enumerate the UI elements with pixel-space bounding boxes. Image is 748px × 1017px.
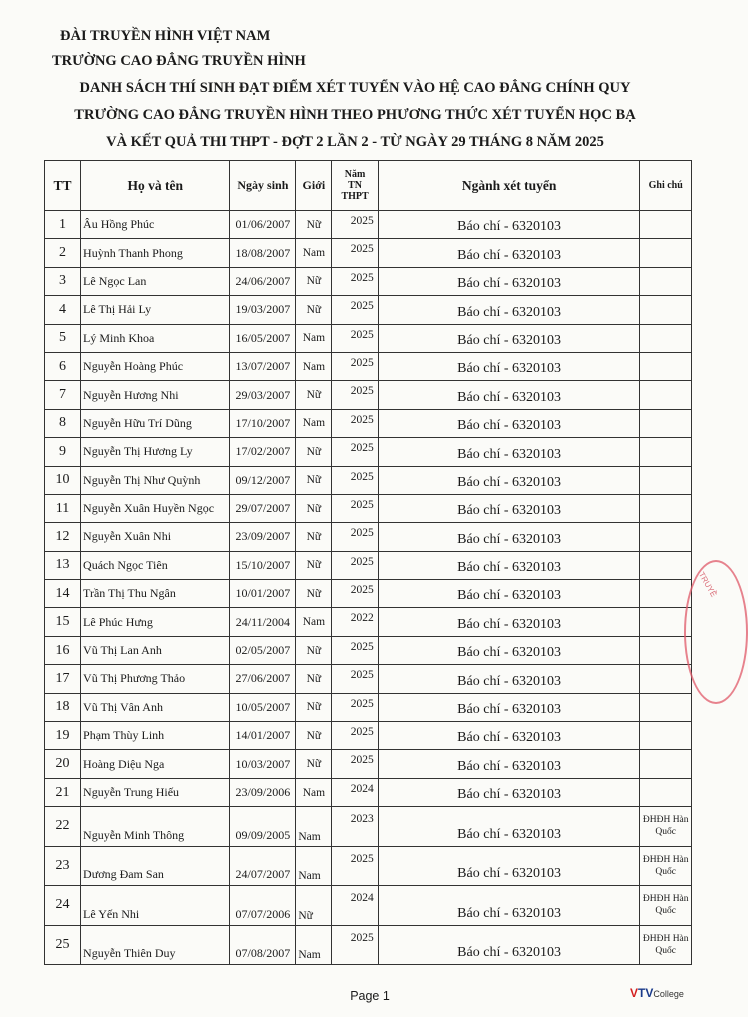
cell-major: Báo chí - 6320103	[378, 409, 640, 437]
table-row	[45, 636, 692, 664]
cell-note	[640, 352, 692, 380]
col-header-tt: TT	[45, 161, 81, 211]
cell-tt: 6	[45, 352, 81, 380]
cell-dob: 10/01/2007	[230, 580, 296, 608]
cell-note	[640, 466, 692, 494]
cell-gender: Nam	[296, 409, 332, 437]
cell-tt: 18	[45, 693, 81, 721]
cell-gender: Nữ	[296, 551, 332, 579]
cell-name: Nguyễn Minh Thông	[81, 807, 230, 847]
cell-tt: 12	[45, 523, 81, 551]
cell-tt: 22	[45, 807, 81, 847]
cell-year: 2025	[332, 693, 378, 721]
cell-dob: 29/07/2007	[230, 494, 296, 522]
cell-major: Báo chí - 6320103	[378, 886, 640, 926]
table-row	[45, 239, 692, 267]
cell-major: Báo chí - 6320103	[378, 466, 640, 494]
cell-year: 2025	[332, 211, 378, 239]
cell-gender: Nữ	[296, 494, 332, 522]
cell-major: Báo chí - 6320103	[378, 925, 640, 965]
cell-note	[640, 324, 692, 352]
table-row	[45, 608, 692, 636]
cell-dob: 10/05/2007	[230, 693, 296, 721]
cell-major: Báo chí - 6320103	[378, 846, 640, 886]
cell-note	[640, 409, 692, 437]
logo-tv: TV	[638, 986, 654, 1000]
col-header-note: Ghi chú	[640, 161, 692, 211]
cell-major: Báo chí - 6320103	[378, 551, 640, 579]
cell-dob: 24/11/2004	[230, 608, 296, 636]
cell-gender: Nam	[296, 608, 332, 636]
cell-year: 2025	[332, 846, 378, 886]
cell-tt: 7	[45, 381, 81, 409]
table-row	[45, 925, 692, 965]
cell-note	[640, 693, 692, 721]
cell-gender: Nam	[296, 778, 332, 806]
cell-note: ĐHĐH Hàn Quốc	[640, 886, 692, 926]
cell-gender: Nữ	[296, 523, 332, 551]
cell-gender: Nữ	[296, 211, 332, 239]
cell-dob: 15/10/2007	[230, 551, 296, 579]
cell-year: 2025	[332, 551, 378, 579]
cell-name: Nguyễn Hoàng Phúc	[81, 352, 230, 380]
cell-major: Báo chí - 6320103	[378, 211, 640, 239]
cell-tt: 23	[45, 846, 81, 886]
cell-dob: 07/07/2006	[230, 886, 296, 926]
cell-tt: 21	[45, 778, 81, 806]
col-header-gender: Giới	[296, 161, 332, 211]
cell-dob: 10/03/2007	[230, 750, 296, 778]
red-stamp	[684, 560, 748, 704]
cell-note	[640, 381, 692, 409]
table-row	[45, 778, 692, 806]
col-header-year-l3: THPT	[341, 191, 369, 202]
cell-name: Lý Minh Khoa	[81, 324, 230, 352]
cell-tt: 5	[45, 324, 81, 352]
cell-year: 2025	[332, 267, 378, 295]
col-header-major: Ngành xét tuyển	[378, 161, 640, 211]
cell-name: Huỳnh Thanh Phong	[81, 239, 230, 267]
cell-gender: Nam	[296, 324, 332, 352]
table-row	[45, 750, 692, 778]
table-row	[45, 807, 692, 847]
cell-major: Báo chí - 6320103	[378, 267, 640, 295]
cell-tt: 15	[45, 608, 81, 636]
table-row	[45, 438, 692, 466]
cell-gender: Nữ	[296, 580, 332, 608]
table-row	[45, 523, 692, 551]
cell-major: Báo chí - 6320103	[378, 807, 640, 847]
cell-note	[640, 750, 692, 778]
cell-year: 2023	[332, 807, 378, 847]
school-name: TRƯỜNG CAO ĐẲNG TRUYỀN HÌNH	[52, 53, 306, 69]
cell-tt: 4	[45, 296, 81, 324]
cell-dob: 14/01/2007	[230, 722, 296, 750]
table-row	[45, 693, 692, 721]
cell-name: Nguyễn Hương Nhi	[81, 381, 230, 409]
table-row	[45, 886, 692, 926]
cell-name: Nguyễn Thị Như Quỳnh	[81, 466, 230, 494]
cell-major: Báo chí - 6320103	[378, 693, 640, 721]
cell-tt: 8	[45, 409, 81, 437]
cell-major: Báo chí - 6320103	[378, 778, 640, 806]
cell-gender: Nam	[296, 239, 332, 267]
logo-college: College	[653, 989, 684, 999]
cell-gender: Nữ	[296, 693, 332, 721]
cell-major: Báo chí - 6320103	[378, 438, 640, 466]
cell-name: Lê Ngọc Lan	[81, 267, 230, 295]
cell-tt: 24	[45, 886, 81, 926]
cell-tt: 3	[45, 267, 81, 295]
cell-dob: 19/03/2007	[230, 296, 296, 324]
cell-dob: 16/05/2007	[230, 324, 296, 352]
cell-dob: 09/09/2005	[230, 807, 296, 847]
cell-note	[640, 494, 692, 522]
table-row	[45, 296, 692, 324]
cell-major: Báo chí - 6320103	[378, 296, 640, 324]
cell-name: Nguyễn Thị Hương Ly	[81, 438, 230, 466]
cell-tt: 13	[45, 551, 81, 579]
cell-dob: 29/03/2007	[230, 381, 296, 409]
cell-name: Hoàng Diệu Nga	[81, 750, 230, 778]
cell-note	[640, 551, 692, 579]
document-title-line1: DANH SÁCH THÍ SINH ĐẠT ĐIỂM XÉT TUYỂN VÀO HỆ CAO ĐẲNG CHÍNH QUY	[79, 80, 631, 96]
cell-major: Báo chí - 6320103	[378, 750, 640, 778]
col-header-year-l2: TN	[348, 180, 363, 191]
cell-major: Báo chí - 6320103	[378, 580, 640, 608]
cell-note	[640, 267, 692, 295]
cell-major: Báo chí - 6320103	[378, 665, 640, 693]
cell-year: 2025	[332, 722, 378, 750]
cell-dob: 24/07/2007	[230, 846, 296, 886]
cell-year: 2025	[332, 438, 378, 466]
cell-gender: Nữ	[296, 722, 332, 750]
table-row	[45, 494, 692, 522]
cell-gender: Nữ	[296, 636, 332, 664]
cell-note	[640, 523, 692, 551]
cell-tt: 1	[45, 211, 81, 239]
cell-note	[640, 722, 692, 750]
table-row	[45, 409, 692, 437]
cell-gender: Nữ	[296, 438, 332, 466]
logo-v: V	[630, 986, 639, 1000]
cell-dob: 24/06/2007	[230, 267, 296, 295]
cell-gender: Nữ	[296, 381, 332, 409]
cell-year: 2025	[332, 324, 378, 352]
cell-dob: 09/12/2007	[230, 466, 296, 494]
table-row	[45, 722, 692, 750]
table-row	[45, 324, 692, 352]
cell-note	[640, 239, 692, 267]
cell-note	[640, 778, 692, 806]
cell-note: ĐHĐH Hàn Quốc	[640, 925, 692, 965]
cell-name: Âu Hồng Phúc	[81, 211, 230, 239]
cell-name: Lê Thị Hải Ly	[81, 296, 230, 324]
col-header-dob: Ngày sinh	[230, 161, 296, 211]
cell-name: Vũ Thị Vân Anh	[81, 693, 230, 721]
col-header-name: Họ và tên	[81, 161, 230, 211]
cell-year: 2025	[332, 296, 378, 324]
table-row	[45, 846, 692, 886]
cell-major: Báo chí - 6320103	[378, 352, 640, 380]
table-row	[45, 466, 692, 494]
cell-year: 2025	[332, 494, 378, 522]
cell-year: 2024	[332, 778, 378, 806]
cell-note	[640, 211, 692, 239]
table-row	[45, 580, 692, 608]
vtv-college-logo	[630, 986, 684, 1000]
cell-major: Báo chí - 6320103	[378, 239, 640, 267]
col-header-year	[332, 161, 378, 211]
document-title-line3: VÀ KẾT QUẢ THI THPT - ĐỢT 2 LẦN 2 - TỪ NGÀY 29 THÁNG 8 NĂM 2025	[106, 134, 604, 150]
cell-year: 2025	[332, 523, 378, 551]
cell-tt: 11	[45, 494, 81, 522]
cell-gender: Nam	[296, 352, 332, 380]
cell-major: Báo chí - 6320103	[378, 523, 640, 551]
cell-year: 2025	[332, 580, 378, 608]
cell-tt: 9	[45, 438, 81, 466]
cell-major: Báo chí - 6320103	[378, 722, 640, 750]
cell-name: Lê Yến Nhi	[81, 886, 230, 926]
cell-dob: 01/06/2007	[230, 211, 296, 239]
cell-dob: 27/06/2007	[230, 665, 296, 693]
cell-major: Báo chí - 6320103	[378, 494, 640, 522]
cell-year: 2025	[332, 750, 378, 778]
cell-note	[640, 438, 692, 466]
cell-name: Nguyễn Trung Hiếu	[81, 778, 230, 806]
cell-year: 2025	[332, 665, 378, 693]
cell-tt: 2	[45, 239, 81, 267]
table-header-row	[45, 161, 692, 211]
cell-gender: Nữ	[296, 750, 332, 778]
cell-year: 2025	[332, 925, 378, 965]
table-row	[45, 352, 692, 380]
cell-year: 2022	[332, 608, 378, 636]
cell-dob: 17/02/2007	[230, 438, 296, 466]
cell-tt: 10	[45, 466, 81, 494]
cell-year: 2024	[332, 886, 378, 926]
cell-name: Dương Đam San	[81, 846, 230, 886]
cell-major: Báo chí - 6320103	[378, 381, 640, 409]
cell-tt: 16	[45, 636, 81, 664]
cell-name: Lê Phúc Hưng	[81, 608, 230, 636]
cell-year: 2025	[332, 466, 378, 494]
table-row	[45, 665, 692, 693]
cell-dob: 17/10/2007	[230, 409, 296, 437]
cell-name: Quách Ngọc Tiên	[81, 551, 230, 579]
cell-note: ĐHĐH Hàn Quốc	[640, 807, 692, 847]
cell-year: 2025	[332, 239, 378, 267]
org-name: ĐÀI TRUYỀN HÌNH VIỆT NAM	[60, 28, 271, 44]
cell-gender: Nữ	[296, 466, 332, 494]
cell-gender: Nữ	[296, 665, 332, 693]
cell-dob: 13/07/2007	[230, 352, 296, 380]
cell-dob: 23/09/2006	[230, 778, 296, 806]
cell-major: Báo chí - 6320103	[378, 324, 640, 352]
cell-major: Báo chí - 6320103	[378, 608, 640, 636]
cell-dob: 07/08/2007	[230, 925, 296, 965]
cell-name: Nguyễn Thiên Duy	[81, 925, 230, 965]
cell-year: 2025	[332, 352, 378, 380]
cell-note	[640, 665, 692, 693]
cell-tt: 14	[45, 580, 81, 608]
table-row	[45, 381, 692, 409]
cell-tt: 19	[45, 722, 81, 750]
page-number: Page 1	[350, 989, 390, 1003]
cell-year: 2025	[332, 636, 378, 664]
cell-note	[640, 296, 692, 324]
cell-gender: Nữ	[296, 886, 332, 926]
cell-dob: 18/08/2007	[230, 239, 296, 267]
cell-dob: 02/05/2007	[230, 636, 296, 664]
candidate-table	[44, 160, 692, 965]
cell-gender: Nữ	[296, 267, 332, 295]
cell-gender: Nam	[296, 846, 332, 886]
document-title-line2: TRƯỜNG CAO ĐẲNG TRUYỀN HÌNH THEO PHƯƠNG THỨC XÉT TUYỂN HỌC BẠ	[74, 107, 636, 123]
cell-tt: 25	[45, 925, 81, 965]
cell-name: Nguyễn Xuân Nhi	[81, 523, 230, 551]
cell-name: Vũ Thị Phương Thảo	[81, 665, 230, 693]
cell-year: 2025	[332, 409, 378, 437]
cell-major: Báo chí - 6320103	[378, 636, 640, 664]
table-row	[45, 267, 692, 295]
table-body	[45, 211, 692, 965]
cell-dob: 23/09/2007	[230, 523, 296, 551]
cell-gender: Nữ	[296, 296, 332, 324]
cell-note	[640, 580, 692, 608]
col-header-year-l1: Năm	[344, 169, 366, 180]
cell-name: Nguyễn Xuân Huyền Ngọc	[81, 494, 230, 522]
cell-name: Phạm Thùy Linh	[81, 722, 230, 750]
cell-note: ĐHĐH Hàn Quốc	[640, 846, 692, 886]
cell-name: Trần Thị Thu Ngân	[81, 580, 230, 608]
cell-gender: Nam	[296, 807, 332, 847]
cell-tt: 20	[45, 750, 81, 778]
stamp-text: TRUYỀ	[696, 570, 719, 599]
cell-name: Vũ Thị Lan Anh	[81, 636, 230, 664]
table-row	[45, 551, 692, 579]
cell-gender: Nam	[296, 925, 332, 965]
cell-tt: 17	[45, 665, 81, 693]
cell-name: Nguyễn Hữu Trí Dũng	[81, 409, 230, 437]
cell-year: 2025	[332, 381, 378, 409]
table-row	[45, 211, 692, 239]
